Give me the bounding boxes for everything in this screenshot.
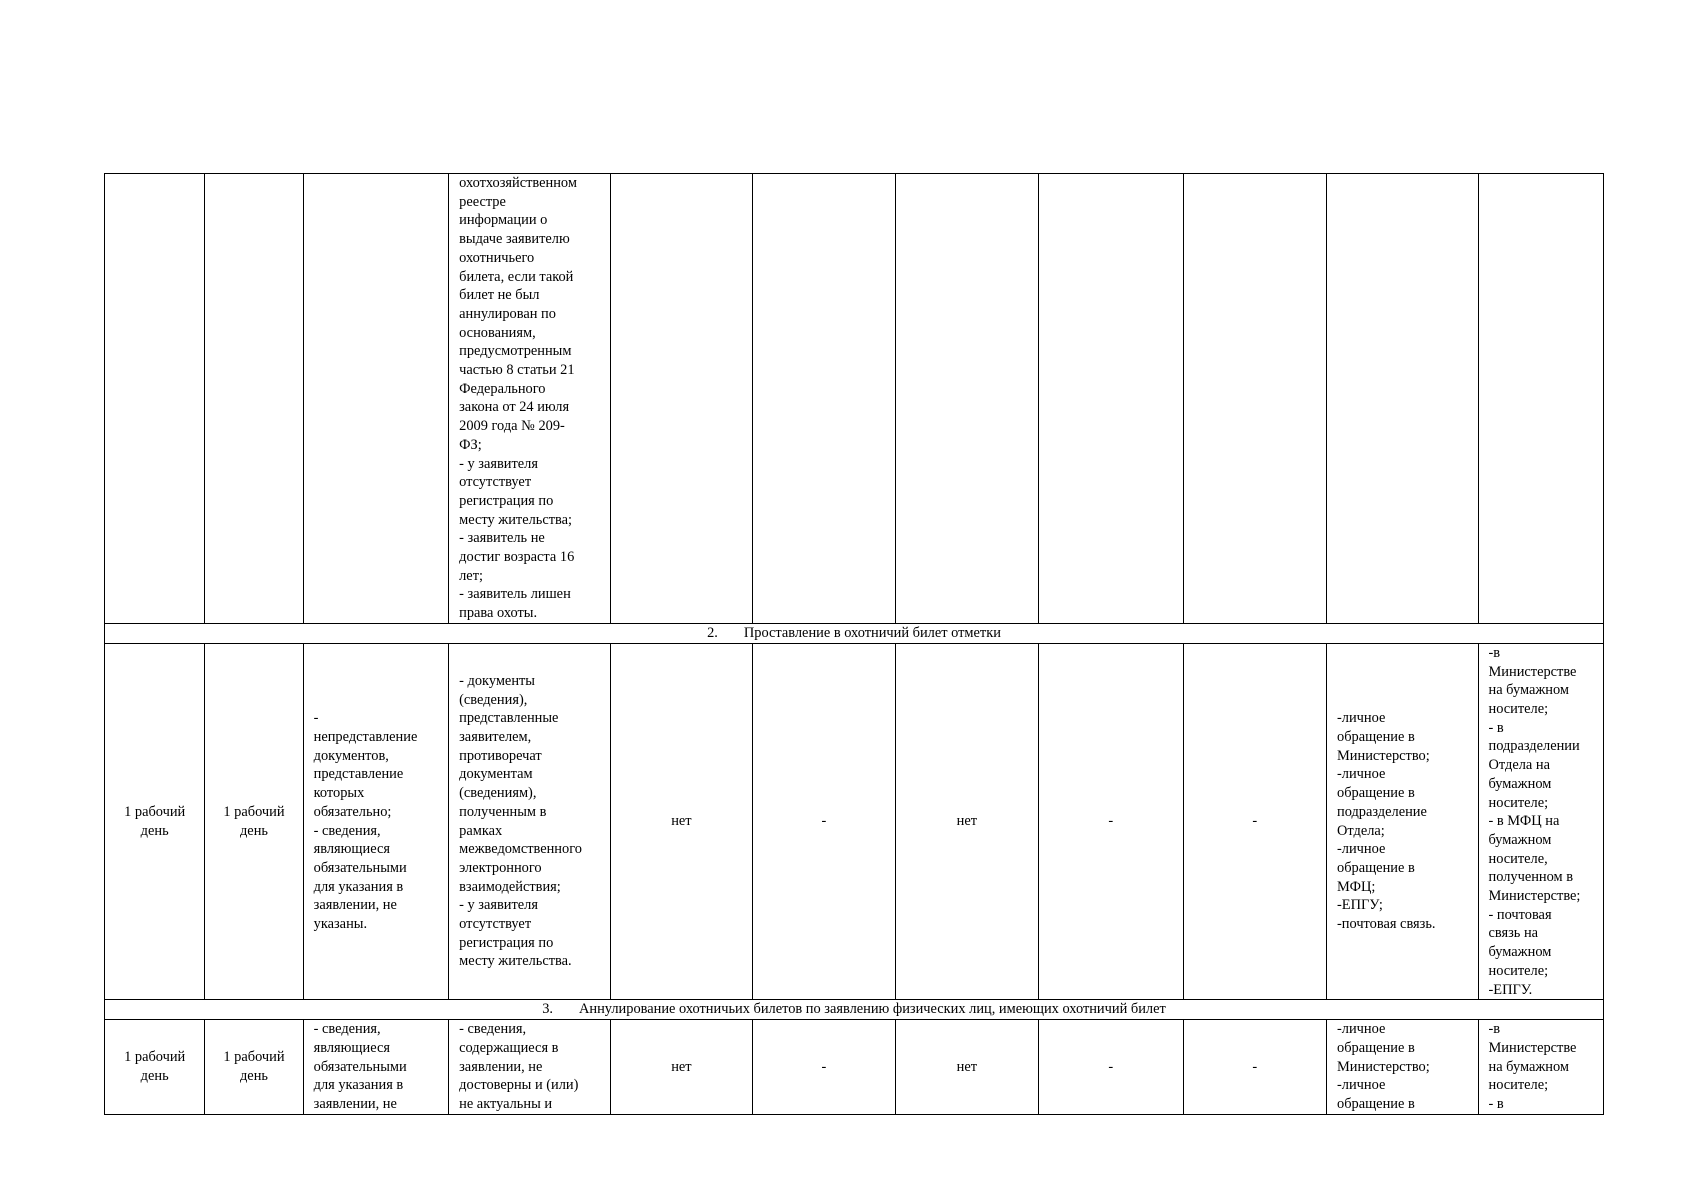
cell-empty <box>895 174 1038 624</box>
cell-empty <box>610 174 752 624</box>
refusal-accept-grounds-cell: - непредставление документов, представление которых обязательно; - сведения, являющиеся обязательными для указания в заявлении, не указаны. <box>303 643 448 999</box>
cell-empty <box>753 174 895 624</box>
term-cell: 1 рабочий день <box>105 643 205 999</box>
section-title: Проставление в охотничий билет отметки <box>743 625 1001 642</box>
application-method-cell: -личное обращение в Министерство; -личное обращение в подразделение Отдела; -личное обращение в МФЦ; -ЕПГУ; -почтовая связь. <box>1327 643 1479 999</box>
fee-details-cell: - <box>1039 1020 1183 1115</box>
refusal-accept-grounds-cell: - сведения, являющиеся обязательными для указания в заявлении, не <box>303 1020 448 1115</box>
cell-empty <box>205 174 303 624</box>
refusal-grounds-cell: охотхозяйственном реестре информации о выдаче заявителю охотничьего билета, если такой билет не был аннулирован по основаниям, предусмотренным частью 8 статьи 21 Федерального закона от 24 июля 2009 года № 209- ФЗ; - у заявителя отсутствует регистрация по месту жительства; - заявитель не достиг возраста 16 лет; - заявитель лишен права охоты. <box>449 174 611 624</box>
suspension-term-cell: - <box>753 1020 895 1115</box>
section-title: Аннулирование охотничьих билетов по заявлению физических лиц, имеющих охотничий билет <box>579 1001 1166 1018</box>
refusal-grounds-cell: - документы (сведения), представленные заявителем, противоречат документам (сведениям), полученным в рамках межведомственного электронного взаимодействия; - у заявителя отсутствует регистрация по месту жительства. <box>449 643 611 999</box>
suspension-grounds-cell: нет <box>610 643 752 999</box>
term-cell: 1 рабочий день <box>205 643 303 999</box>
term-cell: 1 рабочий день <box>105 1020 205 1115</box>
section-header-cell <box>105 623 1604 643</box>
cell-empty <box>105 174 205 624</box>
fee-cell: нет <box>895 1020 1038 1115</box>
cell-empty <box>1478 174 1604 624</box>
section-header <box>105 623 1604 643</box>
table-row-continued <box>105 174 1604 624</box>
result-method-cell: -в Министерстве на бумажном носителе; - в <box>1478 1020 1604 1115</box>
suspension-grounds-cell: нет <box>610 1020 752 1115</box>
services-table <box>104 173 1604 1115</box>
application-method-cell: -личное обращение в Министерство; -личное обращение в <box>1327 1020 1479 1115</box>
suspension-term-cell: - <box>753 643 895 999</box>
section-number: 3. <box>542 1001 554 1018</box>
table-row <box>105 643 1604 999</box>
fee-details-cell: - <box>1039 643 1183 999</box>
term-cell: 1 рабочий день <box>205 1020 303 1115</box>
table-row <box>105 1020 1604 1115</box>
cell-empty <box>1039 174 1183 624</box>
kbk-cell: - <box>1183 1020 1326 1115</box>
kbk-cell: - <box>1183 643 1326 999</box>
section-number: 2. <box>707 625 718 642</box>
cell-empty <box>1183 174 1326 624</box>
section-header <box>105 1000 1604 1020</box>
refusal-grounds-cell: - сведения, содержащиеся в заявлении, не достоверны и (или) не актуальны и <box>449 1020 611 1115</box>
section-header-cell <box>105 1000 1604 1020</box>
cell-empty <box>303 174 448 624</box>
fee-cell: нет <box>895 643 1038 999</box>
cell-empty <box>1327 174 1479 624</box>
result-method-cell: -в Министерстве на бумажном носителе; - в подразделении Отдела на бумажном носителе; - в МФЦ на бумажном носителе, полученном в Министерстве; - почтовая связь на бумажном носителе; -ЕПГУ. <box>1478 643 1604 999</box>
